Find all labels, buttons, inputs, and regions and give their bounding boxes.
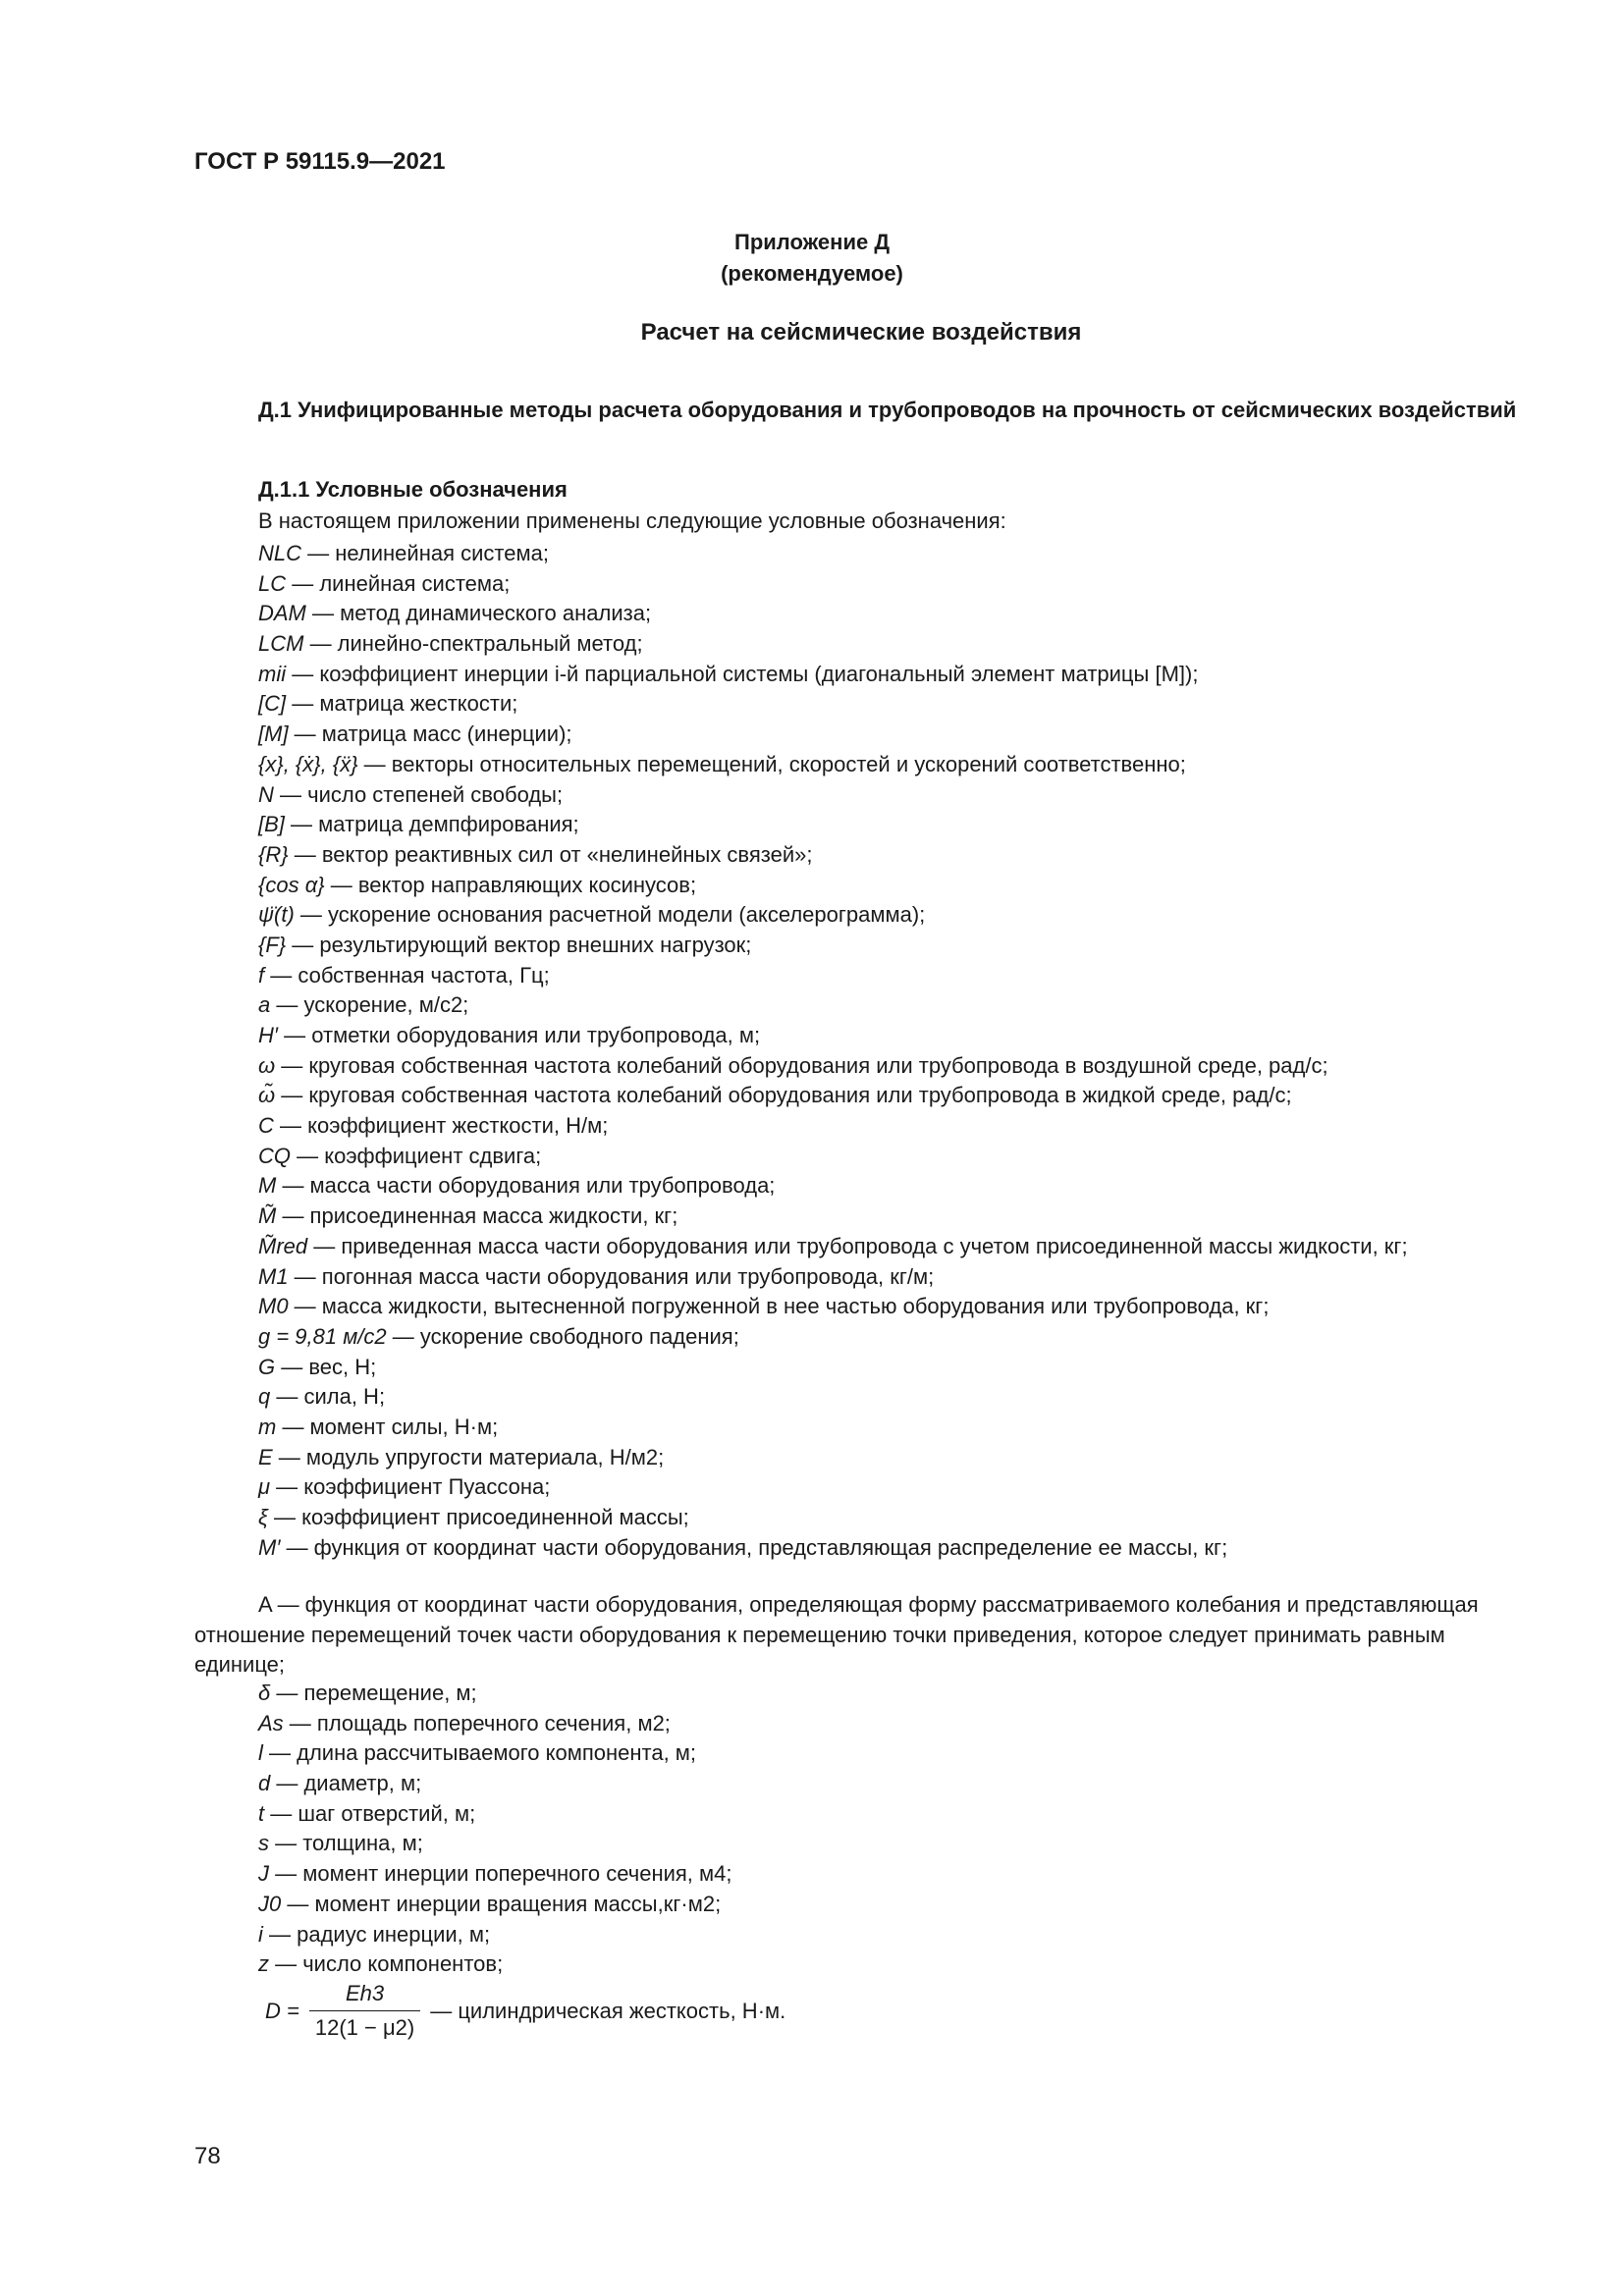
definition-item [258, 1353, 1535, 1383]
formula-fraction [309, 1981, 420, 2041]
definition-text: — круговая собственная частота колебаний оборудования или трубопровода в воздушной среде, рад/с; [275, 1052, 1328, 1078]
definition-item [258, 720, 1535, 750]
definition-symbol: J0 [258, 1891, 282, 1916]
definition-symbol: ω [258, 1052, 276, 1078]
definition-text: — диаметр, м; [270, 1771, 422, 1796]
definition-item [258, 1292, 1535, 1322]
definition-item [258, 689, 1535, 720]
definition-item [258, 629, 1535, 660]
definition-symbol: s [258, 1831, 269, 1856]
definition-text: — матрица демпфирования; [284, 812, 579, 837]
subsection-heading: Д.1.1 Условные обозначения [258, 477, 568, 502]
definition-text: — линейно-спектральный метод; [303, 631, 643, 657]
definition-item [258, 750, 1535, 780]
definition-text: — вес, Н; [275, 1354, 377, 1379]
definition-symbol: {cos α} [258, 872, 325, 897]
definition-text: — коэффициент сдвига; [291, 1143, 542, 1168]
definition-item [258, 1533, 1535, 1564]
definition-item [258, 1829, 732, 1859]
definition-text: — число компонентов; [269, 1951, 504, 1977]
definition-text: — коэффициент жесткости, Н/м; [273, 1113, 609, 1139]
definition-item [258, 1413, 1535, 1443]
definition-item [258, 840, 1535, 871]
definition-text: — результирующий вектор внешних нагрузок; [286, 932, 752, 957]
definition-symbol: M1 [258, 1263, 289, 1289]
intro-text: В настоящем приложении применены следующие условные обозначения: [258, 508, 1006, 533]
definition-item [258, 1890, 732, 1920]
definition-symbol: N [258, 781, 274, 807]
formula-lhs: D = [265, 1998, 299, 2023]
definition-text: — отметки оборудования или трубопровода, м; [278, 1023, 761, 1047]
definition-symbol: M̃ [258, 1203, 277, 1229]
definition-symbol: As [258, 1710, 284, 1735]
definition-text: — площадь поперечного сечения, м2; [283, 1710, 671, 1735]
definition-symbol: M̃red [258, 1233, 308, 1258]
definition-item [258, 1709, 732, 1739]
definition-symbol: t [258, 1800, 265, 1826]
definition-item [258, 871, 1535, 901]
definition-symbol: M′ [258, 1534, 281, 1560]
formula-denominator: 12(1 − μ2) [309, 2010, 420, 2041]
document-header: ГОСТ Р 59115.9—2021 [194, 148, 446, 175]
definition-symbol: a [258, 992, 271, 1018]
definition-text: — вектор реактивных сил от «нелинейных связей»; [288, 841, 813, 867]
definition-text: — погонная масса части оборудования или трубопровода, кг/м; [288, 1263, 935, 1289]
definition-symbol: J [258, 1861, 269, 1887]
definition-item [258, 1859, 732, 1890]
definition-text: — векторы относительных перемещений, скоростей и ускорений соответственно; [357, 751, 1186, 776]
definition-symbol: f [258, 962, 265, 988]
definition-item [258, 1322, 1535, 1353]
definition-item [258, 1799, 732, 1830]
definition-text: — ускорение свободного падения; [386, 1323, 739, 1349]
definition-symbol: z [258, 1951, 269, 1977]
definition-item [258, 1949, 732, 1980]
definition-text: — коэффициент Пуассона; [270, 1474, 551, 1500]
definition-symbol: H′ [258, 1023, 279, 1047]
definition-symbol: ψ̈(t) [258, 902, 295, 928]
definition-symbol: [C] [258, 691, 287, 717]
page-number: 78 [194, 2143, 221, 2169]
definition-item [258, 1769, 732, 1799]
definition-symbol: δ [258, 1681, 271, 1705]
definitions-list [258, 539, 1535, 1563]
definition-text: — матрица масс (инерции); [288, 721, 572, 747]
definition-symbol: NLC [258, 541, 302, 565]
definition-symbol: l [258, 1740, 263, 1766]
definition-paragraph-a: A — функция от координат части оборудования, определяющая форму рассматриваемого колебания и представляющая отношение перемещений точек части оборудования к перемещению точки приведения, которое следует принимать равным единице; [194, 1592, 1479, 1677]
definition-text: — приведенная масса части оборудования или трубопровода с учетом присоединенной массы жидкости, кг; [307, 1233, 1408, 1258]
definition-item [258, 1081, 1535, 1111]
definition-symbol: {F} [258, 932, 287, 957]
definition-symbol: M0 [258, 1294, 289, 1319]
definition-symbol: E [258, 1444, 273, 1469]
definition-text: — момент силы, Н·м; [276, 1414, 499, 1439]
definition-text: — число степеней свободы; [273, 781, 564, 807]
definition-item [258, 1472, 1535, 1503]
definition-text: — сила, Н; [270, 1384, 386, 1410]
definition-symbol: [B] [258, 812, 285, 837]
definition-symbol: M [258, 1173, 277, 1199]
definition-item [258, 1920, 732, 1950]
definition-item [258, 1382, 1535, 1413]
definition-symbol: μ [258, 1474, 271, 1500]
definition-text: — толщина, м; [269, 1831, 423, 1856]
definition-item [258, 810, 1535, 840]
formula-numerator: Eh3 [345, 1981, 385, 2005]
annex-heading [0, 227, 1624, 290]
formula-description: — цилиндрическая жесткость, Н·м. [430, 1998, 786, 2023]
definition-text: — ускорение, м/с2; [270, 992, 469, 1018]
definition-text: — метод динамического анализа; [305, 601, 652, 626]
definition-symbol: {R} [258, 841, 289, 867]
definition-symbol: C [258, 1113, 274, 1139]
definition-symbol: DAM [258, 601, 306, 626]
definition-symbol: i [258, 1921, 263, 1947]
definition-symbol: ξ [258, 1505, 268, 1529]
definition-text: — нелинейная система; [301, 541, 549, 565]
definition-item [258, 1201, 1535, 1232]
definition-text: — матрица жесткости; [286, 691, 518, 717]
definition-text: — шаг отверстий, м; [264, 1800, 476, 1826]
definition-text: — присоединенная масса жидкости, кг; [276, 1203, 678, 1229]
definition-text: — коэффициент присоединенной массы; [267, 1505, 689, 1529]
definition-text: — ускорение основания расчетной модели (акселерограмма); [294, 902, 926, 928]
definition-symbol: G [258, 1354, 276, 1379]
definition-item [258, 961, 1535, 991]
definition-text: — радиус инерции, м; [262, 1921, 491, 1947]
definition-symbol: LC [258, 570, 287, 596]
definitions-list-2 [258, 1679, 732, 1980]
annex-title: Приложение Д [734, 230, 890, 254]
definition-text: — вектор направляющих косинусов; [324, 872, 697, 897]
definition-item [258, 1503, 1535, 1533]
definition-symbol: [M] [258, 721, 289, 747]
definition-symbol: m [258, 1414, 277, 1439]
definition-text: — длина рассчитываемого компонента, м; [262, 1740, 697, 1766]
definition-symbol: LCM [258, 631, 304, 657]
formula-cylindrical-stiffness [265, 1981, 785, 2041]
annex-kind: (рекомендуемое) [721, 261, 903, 286]
definition-symbol: mii [258, 661, 287, 686]
definition-item [258, 569, 1535, 600]
definition-item [258, 1142, 1535, 1172]
definition-item [258, 1051, 1535, 1082]
definition-item [258, 1111, 1535, 1142]
definition-text: — круговая собственная частота колебаний оборудования или трубопровода в жидкой среде, рад/с; [275, 1083, 1292, 1108]
definition-item [258, 599, 1535, 629]
section-heading: Д.1 Унифицированные методы расчета оборудования и трубопроводов на прочность от сейсмических воздействий [258, 398, 1517, 422]
definition-symbol: ω̃ [258, 1083, 276, 1108]
definition-text: — масса части оборудования или трубопровода; [276, 1173, 776, 1199]
definition-text: — собственная частота, Гц; [264, 962, 550, 988]
definition-item [258, 1171, 1535, 1201]
definition-symbol: d [258, 1771, 271, 1796]
definition-item [258, 1738, 732, 1769]
definition-item [258, 900, 1535, 931]
definition-item [258, 931, 1535, 961]
definition-text: — линейная система; [286, 570, 511, 596]
definition-text: — масса жидкости, вытесненной погруженной в нее частью оборудования или трубопровода, кг; [288, 1294, 1270, 1319]
definition-item [258, 660, 1535, 690]
definition-text: — перемещение, м; [270, 1681, 477, 1705]
definition-text: — коэффициент инерции i-й парциальной системы (диагональный элемент матрицы [M]); [286, 661, 1199, 686]
definition-item [258, 1262, 1535, 1293]
definition-text: — момент инерции поперечного сечения, м4; [269, 1861, 732, 1887]
definition-item [258, 990, 1535, 1021]
definition-symbol: CQ [258, 1143, 291, 1168]
definition-item [258, 1021, 1535, 1051]
definition-item [258, 1443, 1535, 1473]
page-title: Расчет на сейсмические воздействия [640, 319, 1082, 346]
definition-text: — функция от координат части оборудования, представляющая распределение ее массы, кг; [280, 1534, 1228, 1560]
definition-text: — момент инерции вращения массы,кг·м2; [281, 1891, 722, 1916]
definition-symbol: q [258, 1384, 271, 1410]
definition-symbol: g = 9,81 м/с2 [258, 1323, 387, 1349]
definition-item [258, 539, 1535, 569]
definition-item [258, 780, 1535, 811]
definition-symbol: {x}, {ẋ}, {ẍ} [258, 751, 358, 776]
definition-item [258, 1679, 732, 1709]
definition-text: — модуль упругости материала, Н/м2; [272, 1444, 665, 1469]
definition-item [258, 1232, 1535, 1262]
